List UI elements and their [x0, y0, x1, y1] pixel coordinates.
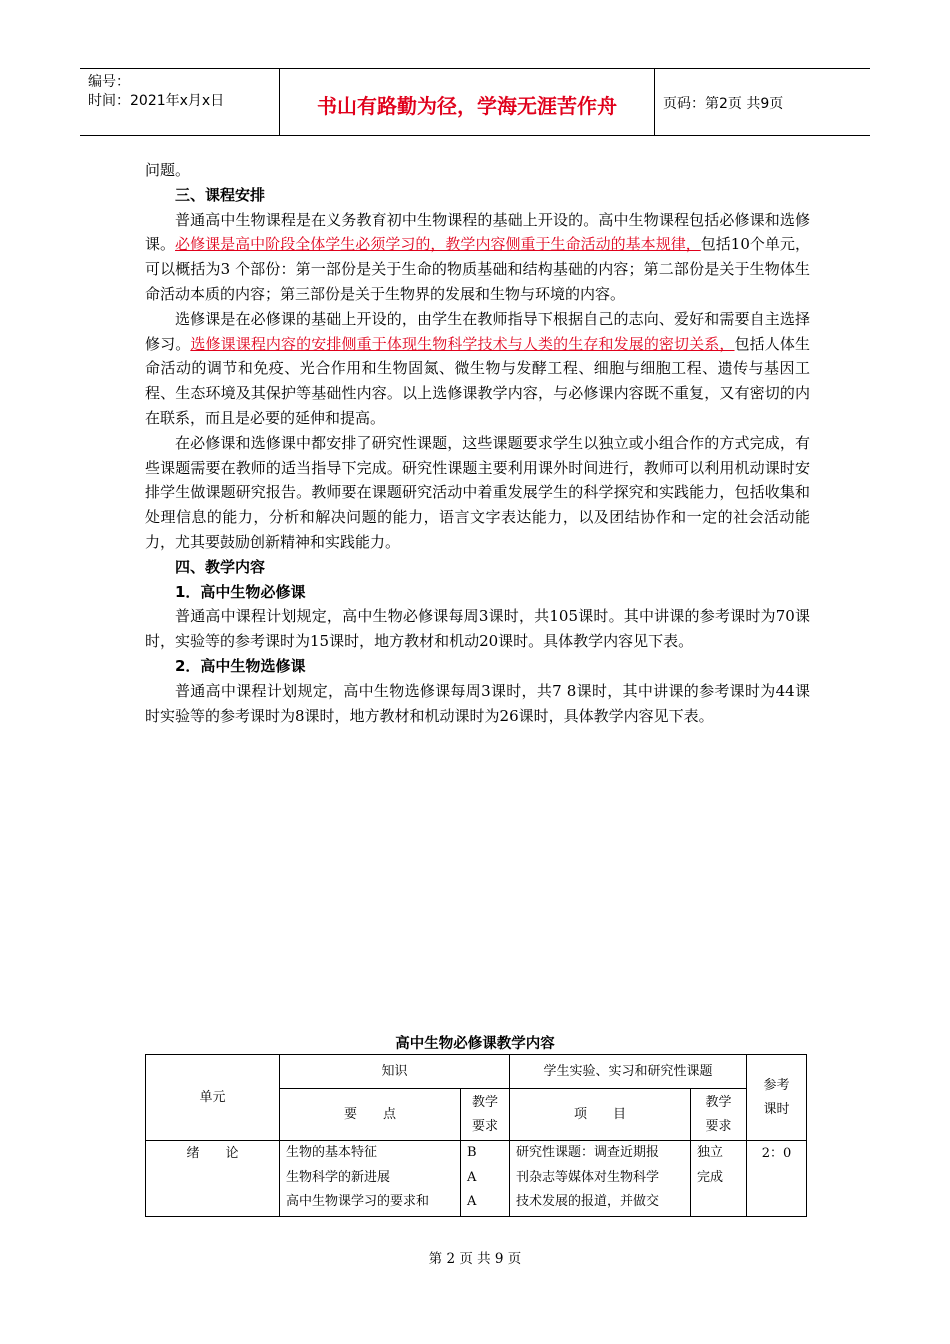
- cell-hours: 2：0: [747, 1141, 807, 1217]
- subheading-required: 1．高中生物必修课: [175, 582, 306, 601]
- header-motto: 书山有路勤为径，学海无涯苦作舟: [280, 69, 655, 135]
- document-body: [145, 158, 810, 728]
- header-experiments: 学生实验、实习和研究性课题: [510, 1055, 747, 1089]
- header-table: [80, 68, 870, 136]
- header-left-cell: [80, 69, 280, 135]
- paragraph-curriculum: [145, 208, 810, 307]
- paragraph-text: 包括人体生命活动的调节和免疫、光合作用和生物固氮、微生物与发酵工程、细胞与细胞工程、遗传与基因工程、生态环境及其保护等基础性内容。以上选修课教学内容，与必修课内容既不重复，又有密切的内在联系，而且是必要的延伸和提高。: [145, 334, 810, 427]
- header-page-info: 页码：第2页 共9页: [663, 96, 784, 112]
- section-heading-3: 三、课程安排: [175, 185, 266, 204]
- cell-item: 研究性课题：调查近期报 刊杂志等媒体对生物科学 技术发展的报道，并做交: [510, 1141, 691, 1217]
- table-title: 高中生物必修课教学内容: [395, 1036, 555, 1052]
- course-table: [145, 1054, 807, 1217]
- page-footer: 第 2 页 共 9 页: [428, 1251, 522, 1267]
- paragraph-text: 选修课是在必修课的基础上开设的，由学生在教师指导下根据自己的志向、爱好和需要自主选择修习。: [145, 309, 810, 353]
- header-knowledge: 知识: [280, 1055, 510, 1089]
- paragraph-electives: [145, 307, 810, 431]
- header-item: 项 目: [510, 1089, 691, 1141]
- paragraph-text: 普通高中生物课程是在义务教育初中生物课程的基础上开设的。高中生物课程包括必修课和选修课。: [145, 210, 810, 254]
- cell-unit: 绪 论: [146, 1141, 280, 1217]
- paragraph-research: 在必修课和选修课中都安排了研究性课题，这些课题要求学生以独立或小组合作的方式完成，有些课题需要在教师的适当指导下完成。研究性课题主要利用课外时间进行，教师可以利用机动课时安排学生做课题研究报告。教师要在课题研究活动中着重发展学生的科学探究和实践能力，包括收集和处理信息的能力，分析和解决问题的能力，语言文字表达能力，以及团结协作和一定的社会活动能力，尤其要鼓励创新精神和实践能力。: [145, 433, 810, 551]
- cell-requirement-2: 独立 完成: [691, 1141, 747, 1217]
- highlighted-text: 必修课是高中阶段全体学生必须学习的，教学内容侧重于生命活动的基本规律，: [175, 235, 701, 254]
- paragraph-required-hours: 普通高中课程计划规定，高中生物必修课每周3课时，共105课时。其中讲课的参考课时为70课时，实验等的参考课时为15课时，地方教材和机动20课时。具体教学内容见下表。: [145, 607, 810, 651]
- header-requirement-2: 教学 要求: [691, 1089, 747, 1141]
- table-header-row: [146, 1055, 807, 1089]
- cell-requirements: B A A: [461, 1141, 510, 1217]
- document-time-label: 时间：2021年x月x日: [88, 93, 225, 109]
- document-number-label: 编号：: [88, 74, 130, 90]
- header-points: 要 点: [280, 1089, 461, 1141]
- header-ref-hours: 参考 课时: [747, 1055, 807, 1141]
- paragraph-text: 包括10个单元，可以概括为3 个部份：第一部份是关于生命的物质基础和结构基础的内容；第二部份是关于生物体生命活动本质的内容；第三部份是关于生物界的发展和生物与环境的内容。: [145, 235, 810, 303]
- section-heading-4: 四、教学内容: [175, 557, 266, 576]
- highlighted-text: 选修课课程内容的安排侧重于体现生物科学技术与人类的生存和发展的密切关系，: [190, 334, 735, 353]
- header-requirement: 教学 要求: [461, 1089, 510, 1141]
- cell-points: 生物的基本特征 生物科学的新进展 高中生物课学习的要求和: [280, 1141, 461, 1217]
- subheading-elective: 2．高中生物选修课: [175, 656, 306, 675]
- table-row: [146, 1141, 807, 1217]
- paragraph-elective-hours: 普通高中课程计划规定，高中生物选修课每周3课时，共7 8课时，其中讲课的参考课时为44课时实验等的参考课时为8课时，地方教材和机动课时为26课时，具体教学内容见下表。: [145, 681, 810, 725]
- paragraph-continuation: 问题。: [145, 161, 191, 179]
- header-unit: 单元: [146, 1055, 280, 1141]
